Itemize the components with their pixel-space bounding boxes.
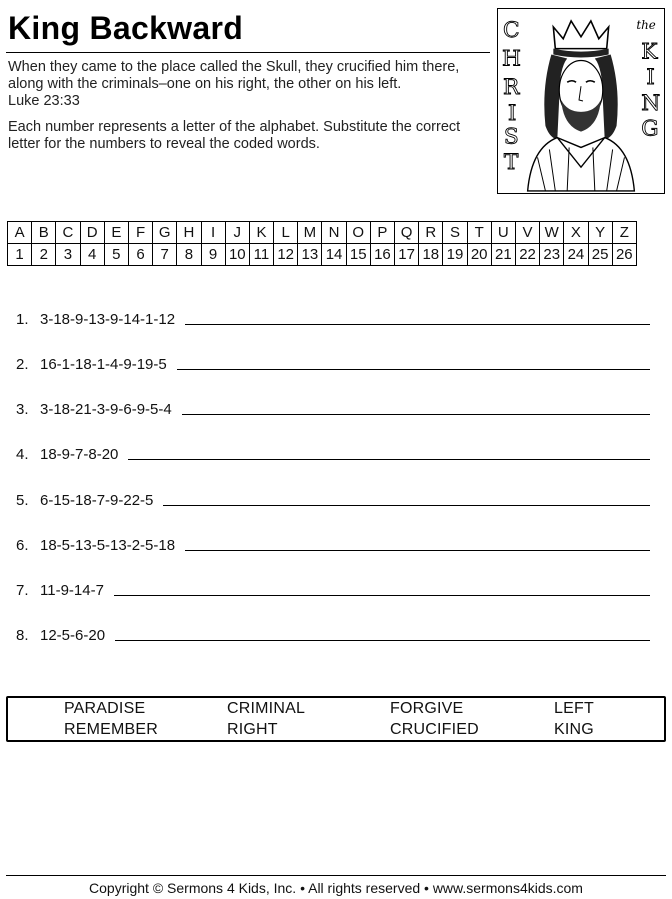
cipher-letter: S xyxy=(443,222,467,244)
question-item xyxy=(16,356,650,373)
cipher-number: 6 xyxy=(128,244,152,266)
cipher-number: 26 xyxy=(612,244,636,266)
king-lettering xyxy=(641,40,660,142)
cipher-letter: F xyxy=(128,222,152,244)
cipher-letter: H xyxy=(177,222,201,244)
question-code: 16-1-18-1-4-9-19-5 xyxy=(40,356,167,373)
cipher-letter: N xyxy=(322,222,346,244)
cipher-letter: D xyxy=(80,222,104,244)
answer-line[interactable] xyxy=(128,458,650,460)
question-number: 6. xyxy=(16,537,29,554)
answer-line[interactable] xyxy=(177,368,650,370)
word-bank-item: LEFT xyxy=(554,700,594,717)
cipher-number: 11 xyxy=(249,244,273,266)
question-item xyxy=(16,446,650,463)
question-code: 12-5-6-20 xyxy=(40,627,106,644)
cipher-number: 25 xyxy=(588,244,612,266)
cipher-letter: L xyxy=(274,222,298,244)
verse-text: When they came to the place called the Skull, they crucified him there, along with the criminals–one on his right, the other on his left. xyxy=(8,59,460,92)
footer-divider xyxy=(6,875,666,876)
question-number: 3. xyxy=(16,401,29,418)
word-bank-item: KING xyxy=(554,721,594,738)
cipher-letter: M xyxy=(298,222,322,244)
question-code: 18-5-13-5-13-2-5-18 xyxy=(40,537,176,554)
cipher-number: 3 xyxy=(56,244,80,266)
cipher-number: 24 xyxy=(564,244,588,266)
instructions: Each number represents a letter of the alphabet. Substitute the correct letter for the numbers to reveal the coded words. xyxy=(8,119,461,152)
cipher-letter: Q xyxy=(395,222,419,244)
cipher-number: 2 xyxy=(32,244,56,266)
answer-line[interactable] xyxy=(185,549,650,551)
answer-line[interactable] xyxy=(115,639,650,641)
cipher-number: 21 xyxy=(491,244,515,266)
word-bank-item: CRUCIFIED xyxy=(390,721,479,738)
cipher-letter: O xyxy=(346,222,370,244)
the-lettering: the xyxy=(636,17,656,32)
cipher-number: 1 xyxy=(8,244,32,266)
cipher-number: 22 xyxy=(515,244,539,266)
worksheet-title: King Backward xyxy=(8,10,244,46)
word-bank-item: PARADISE xyxy=(64,700,146,717)
cipher-number: 13 xyxy=(298,244,322,266)
cipher-letter: R xyxy=(419,222,443,244)
cipher-number: 4 xyxy=(80,244,104,266)
cipher-number: 15 xyxy=(346,244,370,266)
cipher-number: 10 xyxy=(225,244,249,266)
question-item xyxy=(16,627,650,644)
question-code: 3-18-9-13-9-14-1-12 xyxy=(40,311,176,328)
cipher-key-table xyxy=(7,221,637,266)
cipher-letter: U xyxy=(491,222,515,244)
cipher-letter: G xyxy=(153,222,177,244)
cipher-number: 16 xyxy=(370,244,394,266)
question-code: 3-18-21-3-9-6-9-5-4 xyxy=(40,401,172,418)
word-bank-item: FORGIVE xyxy=(390,700,464,717)
cipher-numbers-row xyxy=(8,244,637,266)
cipher-letter: A xyxy=(8,222,32,244)
question-number: 2. xyxy=(16,356,29,373)
answer-line[interactable] xyxy=(182,413,650,415)
verse-reference: Luke 23:33 xyxy=(8,93,80,109)
letter-c: C xyxy=(502,17,520,43)
word-bank-item: CRIMINAL xyxy=(227,700,306,717)
question-number: 5. xyxy=(16,492,29,509)
word-bank-item: REMEMBER xyxy=(64,721,159,738)
cipher-letter: T xyxy=(467,222,491,244)
question-number: 1. xyxy=(16,311,29,328)
question-number: 8. xyxy=(16,627,29,644)
christ-the-king-drawing xyxy=(498,9,664,193)
answer-line[interactable] xyxy=(114,594,650,596)
letter-k: K xyxy=(641,39,658,65)
letter-i2: I xyxy=(646,65,655,91)
question-code: 18-9-7-8-20 xyxy=(40,446,119,463)
word-bank-item: RIGHT xyxy=(227,721,278,738)
christ-the-king-illustration xyxy=(497,8,665,194)
crown-icon xyxy=(553,21,608,49)
question-item xyxy=(16,311,650,328)
question-number: 7. xyxy=(16,582,29,599)
cipher-number: 8 xyxy=(177,244,201,266)
letter-s: S xyxy=(503,124,519,150)
cipher-letter: X xyxy=(564,222,588,244)
question-code: 11-9-14-7 xyxy=(40,582,104,599)
cipher-letter: I xyxy=(201,222,225,244)
cipher-letter: E xyxy=(104,222,128,244)
cipher-letter: P xyxy=(370,222,394,244)
cipher-letter: Z xyxy=(612,222,636,244)
cipher-number: 18 xyxy=(419,244,443,266)
letter-t: T xyxy=(503,150,519,176)
cipher-number: 17 xyxy=(395,244,419,266)
crown-band xyxy=(553,49,608,58)
cipher-number: 7 xyxy=(153,244,177,266)
question-item xyxy=(16,401,650,418)
answer-line[interactable] xyxy=(163,504,650,506)
cipher-letter: K xyxy=(249,222,273,244)
scripture-verse xyxy=(8,59,490,110)
cipher-number: 14 xyxy=(322,244,346,266)
title-divider xyxy=(6,52,490,53)
question-item xyxy=(16,537,650,554)
cipher-letter: W xyxy=(540,222,564,244)
cipher-number: 20 xyxy=(467,244,491,266)
cipher-letters-row xyxy=(8,222,637,244)
cipher-letter: Y xyxy=(588,222,612,244)
word-bank xyxy=(6,696,666,742)
question-number: 4. xyxy=(16,446,29,463)
question-item xyxy=(16,582,650,599)
answer-line[interactable] xyxy=(185,323,650,325)
cipher-number: 9 xyxy=(201,244,225,266)
cipher-number: 5 xyxy=(104,244,128,266)
letter-n: N xyxy=(641,90,661,116)
cipher-number: 12 xyxy=(274,244,298,266)
letter-g: G xyxy=(641,116,659,142)
copyright-footer: Copyright © Sermons 4 Kids, Inc. • All rights reserved • www.sermons4kids.com xyxy=(89,880,583,896)
cipher-letter: C xyxy=(56,222,80,244)
question-item xyxy=(16,492,650,509)
cipher-letter: B xyxy=(32,222,56,244)
christ-lettering xyxy=(502,18,521,175)
letter-h: H xyxy=(501,46,521,72)
cipher-letter: J xyxy=(225,222,249,244)
question-code: 6-15-18-7-9-22-5 xyxy=(40,492,154,509)
cipher-number: 23 xyxy=(540,244,564,266)
letter-r: R xyxy=(502,75,520,101)
letter-i: I xyxy=(507,100,517,126)
cipher-letter: V xyxy=(515,222,539,244)
cipher-number: 19 xyxy=(443,244,467,266)
